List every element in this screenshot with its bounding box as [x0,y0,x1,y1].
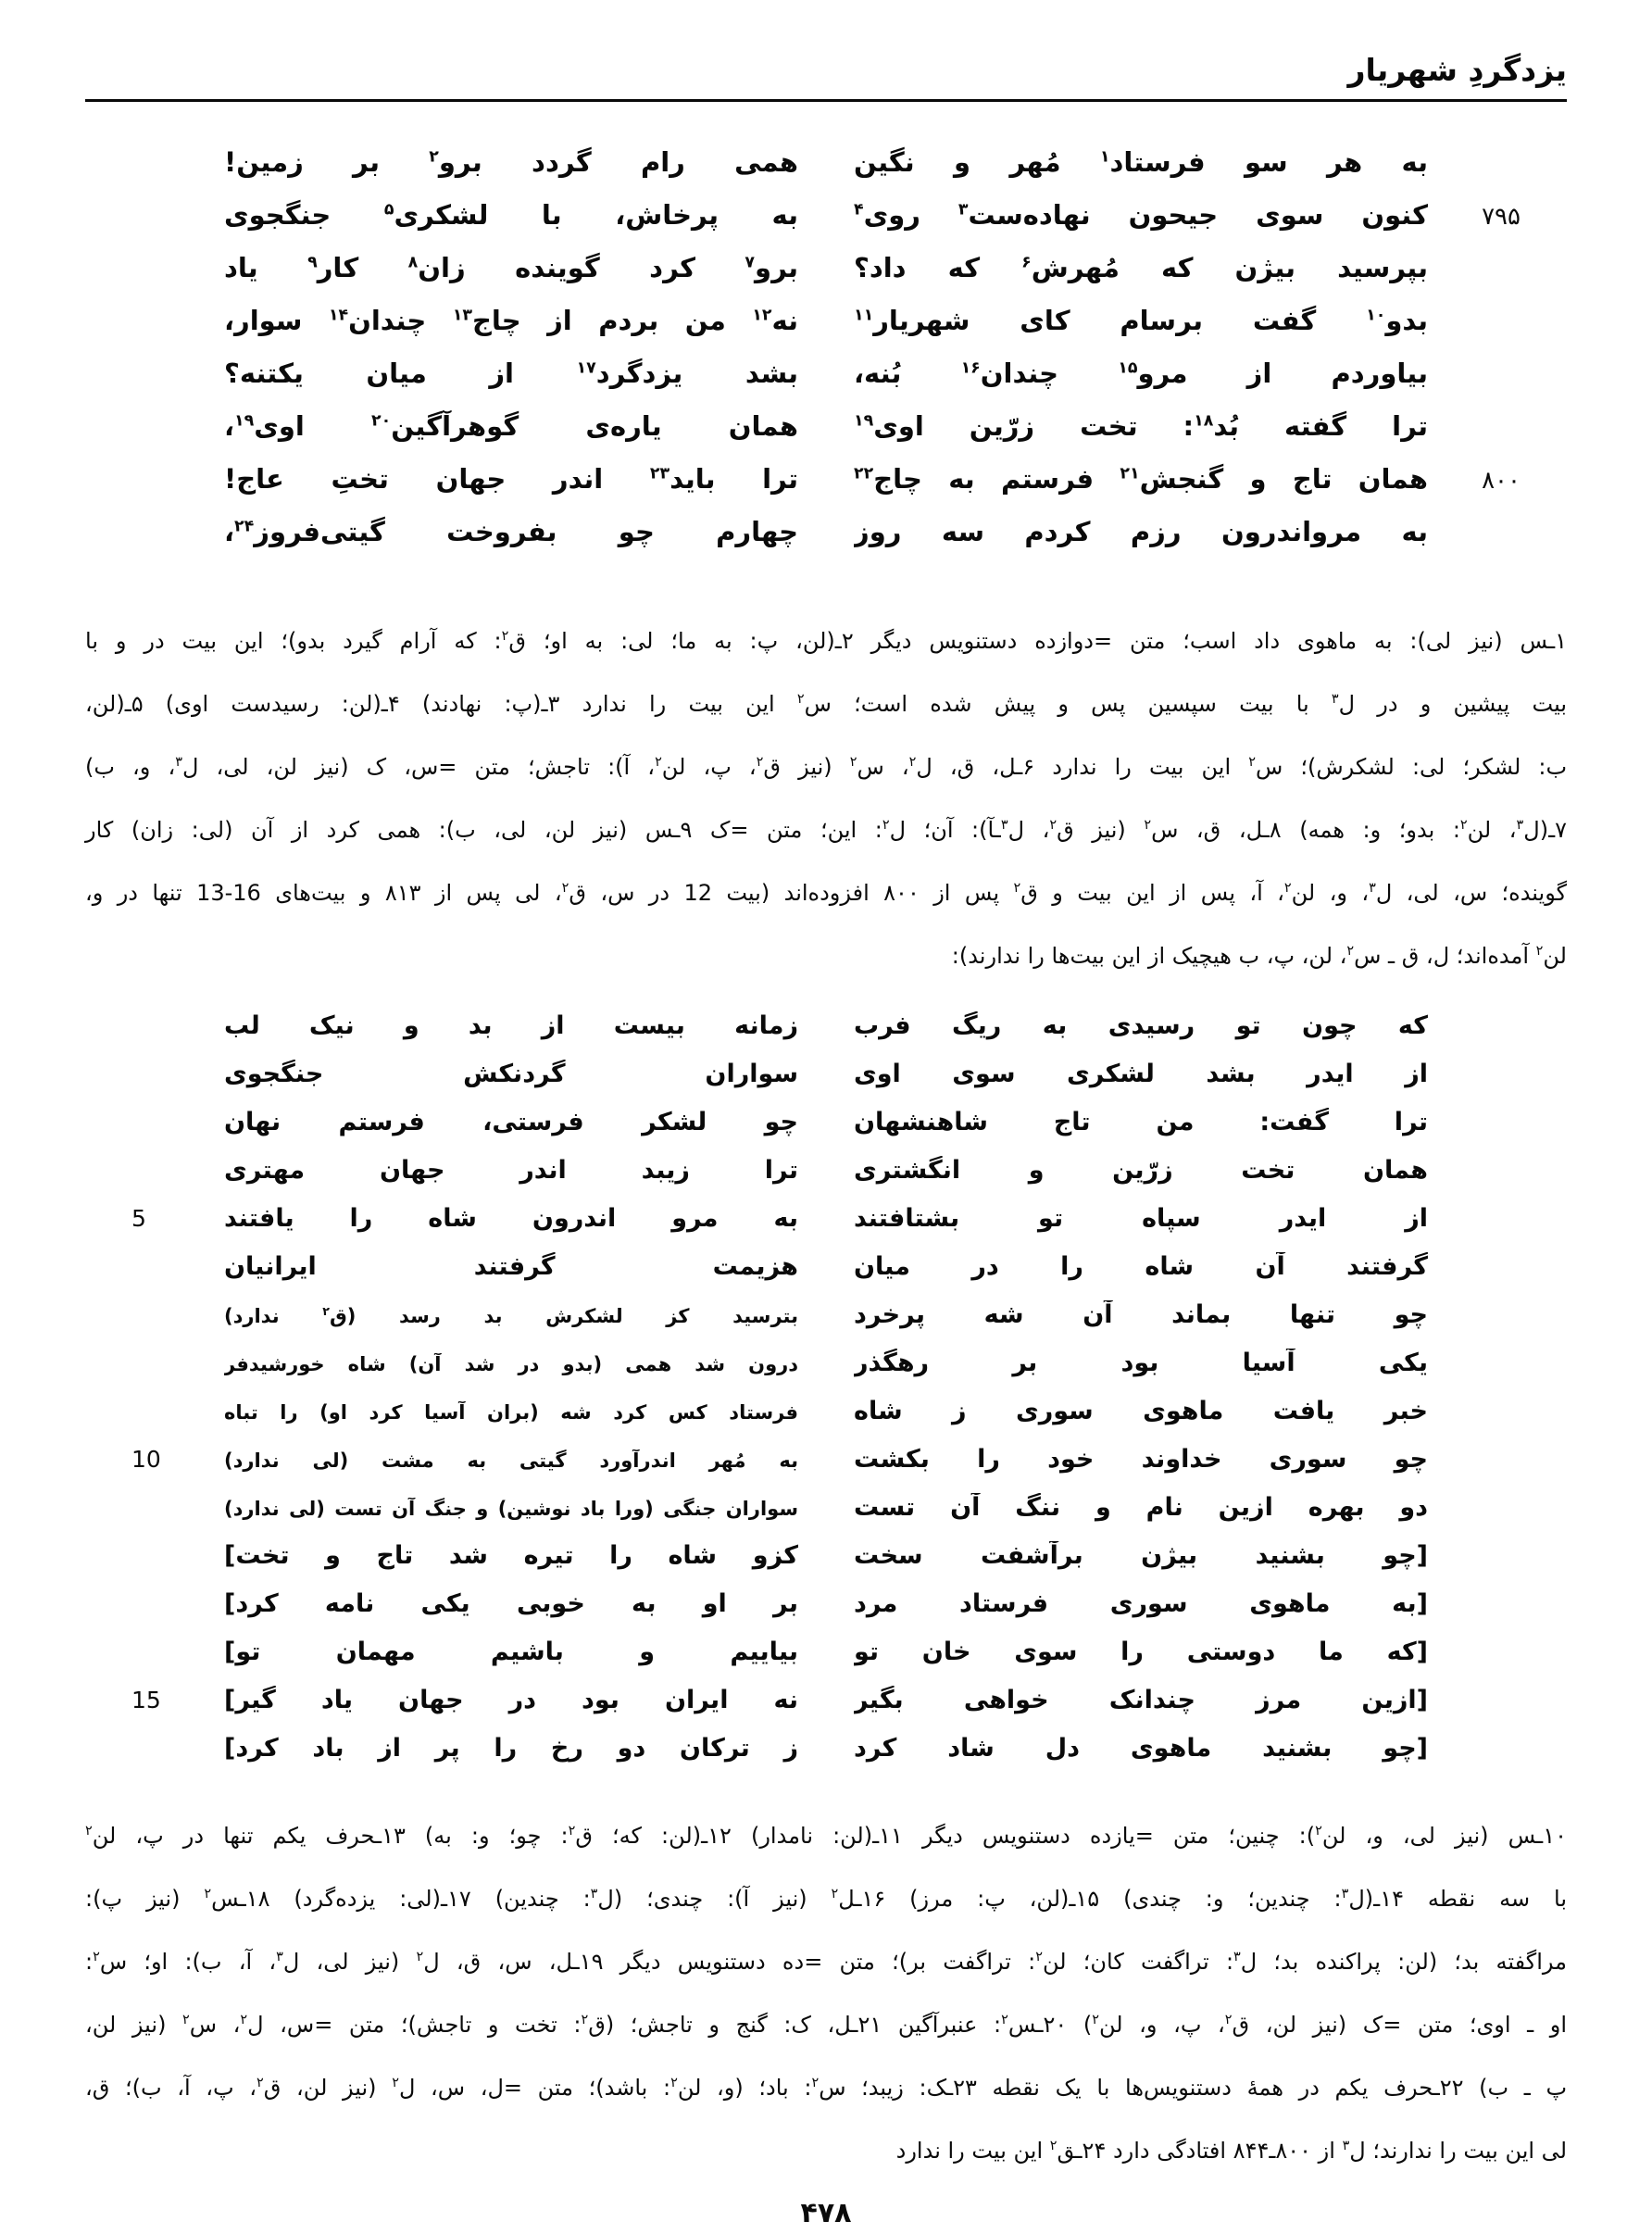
hemistich-right: چو تنها بماند آن شه پرخرد [854,1300,1428,1329]
verse-row [131,305,1521,358]
hemistich-left: بشد یزدگرد$^{۱۷}$ از میان یکتنه؟ [224,358,798,389]
verse-row [131,1108,1521,1156]
hemistich-left: ز ترکان دو رخ را پر از باد کرد] [224,1734,798,1763]
hemistich-left: به مرو اندرون شاه را یافتند [224,1204,798,1233]
hemistich-right: چو سوری خداوند خود را بکشت [854,1445,1428,1474]
hemistich-left: هزیمت گرفتند ایرانیان [224,1252,798,1281]
hemistich-right: بپرسید بیژن که مُهرش$^۶$ که داد؟ [854,252,1428,283]
hemistich-right: همان تاج و گنجش$^{۲۱}$ فرستم به چاج$^{۲۲}$ [854,463,1428,495]
hemistich-left: بر او به خوبی یکی نامه کرد] [224,1589,798,1618]
apparatus-line: بیت پیشین و در ل$^۳$ با بیت سپسین پس و پیش شده است؛ س$^۲$ این بیت را ندارد ۳ـ(پ: نهادند) ۴ـ(لن: رسیدست اوی) ۵ـ(لن، [85,691,1567,717]
hemistich-right: بیاوردم از مرو$^{۱۵}$ چندان$^{۱۶}$ بُنه، [854,358,1428,389]
apparatus-line: ۱ـس (نیز لی): به ماهوی داد اسب؛ متن =دوازده دستنویس دیگر ۲ـ(لن، پ: به ما؛ لی: به او؛ ق$^۲$: که آرام گیرد بدو)؛ این بیت در و با [85,628,1567,654]
hemistich-right: ترا گفت: من تاج شاهنشهان [854,1108,1428,1136]
hemistich-right: که چون تو رسیدی به ریگ فرب [854,1011,1428,1040]
hemistich-right: به مرواندرون رزم کردم سه روز [854,516,1428,547]
hemistich-left: بترسید کز لشکرش بد رسد (ق$^۲$ ندارد) [224,1305,798,1327]
hemistich-left: ترا باید$^{۲۳}$ اندر جهان تختِ عاج! [224,463,798,495]
hemistich-left: نه$^{۱۲}$ من بردم از چاج$^{۱۳}$ چندان$^{۱۴}$ سوار، [224,305,798,336]
hemistich-right: [ازین مرز چندانک خواهی بگیر [854,1686,1428,1714]
hemistich-left: برو$^۷$ کرد گوینده زان$^۸$ کار$^۹$ یاد [224,252,798,283]
verse-row [131,358,1521,410]
page-header [85,52,1567,91]
verse-row [131,1686,1521,1734]
hemistich-right: [چو بشنید بیژن برآشفت سخت [854,1541,1428,1570]
verse-row [131,1638,1521,1686]
hemistich-left: چو لشکر فرستی، فرستم نهان [224,1108,798,1136]
hemistich-right: همان تخت زرّین و انگشتری [854,1156,1428,1185]
poem-block-main [131,146,1521,569]
hemistich-right: [به ماهوی سوری فرستاد مرد [854,1589,1428,1618]
hemistich-right: [چو بشنید ماهوی دل شاد کرد [854,1734,1428,1763]
hemistich-left: زمانه بیست از بد و نیک لب [224,1011,798,1040]
hemistich-left: سواران گردنکش جنگجوی [224,1060,798,1088]
hemistich-right: به هر سو فرستاد$^۱$ مُهر و نگین [854,146,1428,178]
verse-row [131,199,1521,252]
apparatus-line: با سه نقطه ۱۴ـ(ل$^۳$: چندین؛ و: چندی) ۱۵ـ(لن، پ: مرز) ۱۶ـل$^۲$ (نیز آ): چندی؛ (ل$^۳$: چندین) ۱۷ـ(لی: یزده‌گرد) ۱۸ـس$^۲$ (نیز پ): [85,1886,1567,1912]
hemistich-left: درون شد همی (بدو در شد آن) شاه خورشیدفر [224,1353,798,1375]
hemistich-left: فرستاد کس کرد شه (بران آسیا کرد او) را تباه [224,1401,798,1424]
hemistich-left: چهارم چو بفروخت گیتی‌فروز$^{۲۴}$، [224,516,798,547]
verse-row [131,1397,1521,1445]
apparatus-line: ب: لشکر؛ لی: لشکرش)؛ س$^۲$ این بیت را ندارد ۶ـل، ق، ل$^۲$، س$^۲$ (نیز ق$^۲$، پ، لن$^۲$، آ): تاجش؛ متن =س، ک (نیز لن، لی، ل$^۳$، و، ب) [85,754,1568,780]
verse-row [131,1252,1521,1300]
hemistich-right: از ایدر بشد لشکری سوی اوی [854,1060,1428,1088]
verse-number-right: ۸۰۰ [1482,467,1521,495]
hemistich-left: کزو شاه را تیره شد تاج و تخت] [224,1541,798,1570]
apparatus-line: او ـ اوی؛ متن =ک (نیز لن، ق$^۲$، پ، و، لن$^۲$) ۲۰ـس$^۲$: عنبرآگین ۲۱ـل، ک: گنج و تاجش؛ (ق$^۲$: تخت و تاجش)؛ متن =س، ل$^۲$، س$^۲$ (نیز لن، [85,2012,1568,2038]
verse-row [131,1011,1521,1060]
hemistich-left: به پرخاش، با لشکری$^۵$ جنگجوی [224,199,798,231]
hemistich-left: سواران جنگی (ورا باد نوشین) و جنگ آن تست (لی ندارد) [224,1498,798,1520]
verse-number-left: 5 [131,1205,146,1232]
poem-block-variant [131,1011,1521,1782]
page-number: ۴۷۸ [800,2197,852,2229]
verse-number-left: 15 [131,1687,161,1713]
verse-row [131,1204,1521,1252]
verse-row [131,1589,1521,1638]
verse-row [131,516,1521,569]
apparatus-line: گوینده؛ س، لی، ل$^۳$، و، لن$^۲$، آ، پس از این بیت و ق$^۲$ پس از ۸۰۰ افزوده‌اند (بیت 12 در س، ق$^۲$، لی پس از ۸۱۳ و بیت‌های 16-13 تنها در و، [85,880,1568,906]
hemistich-right: خبر یافت ماهوی سوری ز شاه [854,1397,1428,1425]
apparatus-line: پ ـ ب) ۲۲ـحرف یکم در همهٔ دستنویس‌ها با یک نقطه ۲۳ـک: زیبد؛ س$^۲$: باد؛ (و، لن$^۲$: باشد)؛ متن =ل، س، ل$^۲$ (نیز لن، ق$^۲$، پ، آ، ب)؛ ق، [85,2075,1568,2101]
verse-row [131,1300,1521,1349]
verse-number-left: 10 [131,1446,161,1473]
hemistich-right: گرفتند آن شاه را در میان [854,1252,1428,1281]
apparatus-line: لی این بیت را ندارند؛ ل$^۳$ از ۸۰۰ـ۸۴۴ افتادگی دارد ۲۴ـق$^۲$ این بیت را ندارد [895,2138,1567,2164]
hemistich-right: ترا گفته بُد$^{۱۸}$: تخت زرّین اوی$^{۱۹}$ [854,410,1428,442]
verse-row [131,1493,1521,1541]
hemistich-left: به مُهر اندرآورد گیتی به مشت (لی ندارد) [224,1450,798,1472]
apparatus-line: ۱۰ـس (نیز لی، و، لن$^۲$): چنین؛ متن =یازده دستنویس دیگر ۱۱ـ(لن: نامدار) ۱۲ـ(لن: که؛ ق$^۲$: چو؛ و: به) ۱۳ـحرف یکم تنها در پ، لن$^۲$ [85,1823,1567,1849]
verse-row [131,410,1521,463]
header-divider [85,99,1567,102]
verse-row [131,1541,1521,1589]
apparatus-line: مراگفته بد؛ (لن: پراکنده بد؛ ل$^۳$: تراگفت کان؛ لن$^۲$: تراگفت بر)؛ متن =ده دستنویس دیگر ۱۹ـل، س، ق، ل$^۲$ (نیز لی، ل$^۳$، آ، ب): او؛ س$^۲$: [85,1949,1567,1975]
verse-row [131,1060,1521,1108]
chapter-title: یزدگردِ شهریار [1347,52,1567,88]
hemistich-left: همان یاره‌ی گوهرآگین$^{۲۰}$ اوی$^{۱۹}$، [224,410,798,442]
hemistich-left: نه ایران بود در جهان یاد گیر] [224,1686,798,1714]
hemistich-left: همی رام گردد برو$^۲$ بر زمین! [224,146,798,178]
hemistich-left: ترا زیبد اندر جهان مهتری [224,1156,798,1185]
verse-row [131,463,1521,516]
verse-number-right: ۷۹۵ [1482,203,1521,231]
verse-row [131,1349,1521,1397]
verse-row [131,146,1521,199]
apparatus-block-top [85,609,1567,987]
hemistich-right: [که ما دوستی را سوی خان تو [854,1638,1428,1666]
apparatus-block-bottom [85,1804,1567,2182]
verse-row [131,252,1521,305]
verse-row [131,1156,1521,1204]
hemistich-left: بیاییم و باشیم مهمان تو] [224,1638,798,1666]
hemistich-right: یکی آسیا بود بر رهگذر [854,1349,1428,1377]
apparatus-line: لن$^۲$ آمده‌اند؛ ل، ق ـ س$^۲$، لن، پ، ب هیچیک از این بیت‌ها را ندارند): [951,943,1567,969]
hemistich-right: بدو$^{۱۰}$ گفت برسام کای شهریار$^{۱۱}$ [854,305,1428,336]
hemistich-right: از ایدر سپاه تو بشتافتند [854,1204,1428,1233]
verse-row [131,1445,1521,1493]
verse-row [131,1734,1521,1782]
apparatus-line: ۷ـ(ل$^۳$، لن$^۲$: بدو؛ و: همه) ۸ـل، ق، س$^۲$ (نیز ق$^۲$، ل$^۳$ـآ): آن؛ ل$^۲$: این؛ متن =ک ۹ـس (نیز لن، لی، ب): همی کرد از آن (لی: زان) کار [85,817,1568,843]
hemistich-right: کنون سوی جیحون نهاده‌ست$^۳$ روی$^۴$ [854,199,1428,231]
hemistich-right: دو بهره ازین نام و ننگ آن تست [854,1493,1428,1522]
